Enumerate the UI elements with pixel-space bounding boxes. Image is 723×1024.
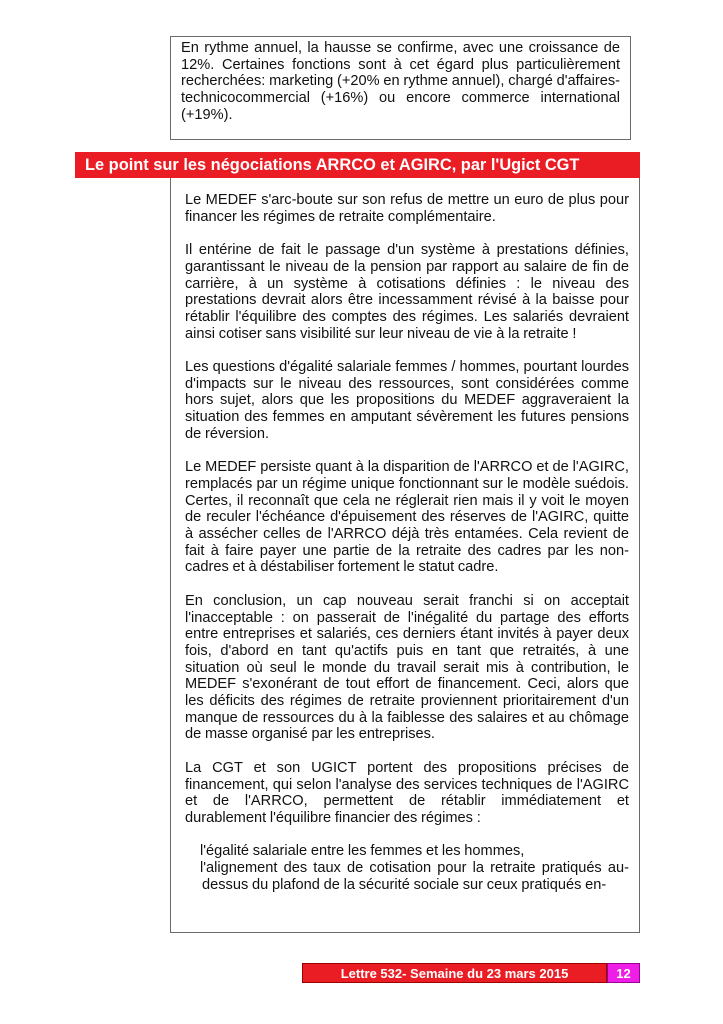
page-number: 12: [607, 963, 640, 983]
section-title: Le point sur les négociations ARRCO et AGIRC, par l'Ugict CGT: [75, 152, 640, 178]
paragraph: En conclusion, un cap nouveau serait franchi si on acceptait l'inacceptable : on passerait de l'inégalité du partage des efforts entre entreprises et salariés, ces derniers étant invités à payer deux fois, d'abord en tant qu'actifs puis en tant que retraités, à une situation où seul le monde du travail serait mis à contribution, le MEDEF s'exonérant de tout effort de financement. Ceci, alors que les déficits des régimes de retraite proviennent prioritairement d'un manque de ressources du à la faiblesse des salaires et au chômage de masse organisé par les entreprises.: [185, 592, 629, 743]
list-item: l'égalité salariale entre les femmes et les hommes,: [200, 843, 525, 860]
paragraph: Les questions d'égalité salariale femmes / hommes, pourtant lourdes d'impacts sur le niveau des ressources, sont considérées comme hors sujet, alors que les propositions du MEDEF aggraveraient la situation des femmes en amputant sévèrement les futures pensions de réversion.: [185, 359, 629, 442]
paragraph: Le MEDEF s'arc-boute sur son refus de mettre un euro de plus pour financer les régimes de retraite complémentaire.: [185, 192, 629, 225]
page-footer: [302, 963, 640, 983]
list-item: l'alignement des taux de cotisation pour la retraite pratiqués au-dessus du plafond de la sécurité sociale sur ceux pratiqués en-: [200, 860, 629, 893]
intro-paragraph: En rythme annuel, la hausse se confirme, avec une croissance de 12%. Certaines fonctions sont à cet égard plus particulièrement recherchées: marketing (+20% en rythme annuel), chargé d'affaires-technicocommercial (+16%) ou encore commerce international (+19%).: [181, 40, 620, 123]
proposal-list: [185, 843, 629, 893]
paragraph: Il entérine de fait le passage d'un système à prestations définies, garantissant le niveau de la pension par rapport au salaire de fin de carrière, à un système à cotisations définies : le niveau des prestations devrait alors être incessamment révisé à la baisse pour rétablir l'équilibre des comptes des régimes. Les salariés devraient ainsi cotiser sans visibilité sur leur niveau de vie à la retraite !: [185, 242, 629, 342]
footer-issue-label: Lettre 532- Semaine du 23 mars 2015: [302, 963, 607, 983]
intro-text-box: [170, 36, 631, 140]
paragraph: Le MEDEF persiste quant à la disparition de l'ARRCO et de l'AGIRC, remplacés par un régime unique fonctionnant sur le modèle suédois. Certes, il reconnaît que cela ne réglerait rien mais il y voit le moyen de reculer l'échéance d'épuisement des réserves de l'AGIRC, quitte à assécher celles de l'ARRCO déjà très entamées. Cela revient de fait à faire payer une partie de la retraite des cadres par les non-cadres et à déstabiliser fortement le statut cadre.: [185, 459, 629, 576]
article-box: [170, 178, 640, 933]
paragraph: La CGT et son UGICT portent des propositions précises de financement, qui selon l'analyse des services techniques de l'AGIRC et de l'ARRCO, permettent de rétablir immédiatement et durablement l'équilibre financier des régimes :: [185, 759, 629, 826]
